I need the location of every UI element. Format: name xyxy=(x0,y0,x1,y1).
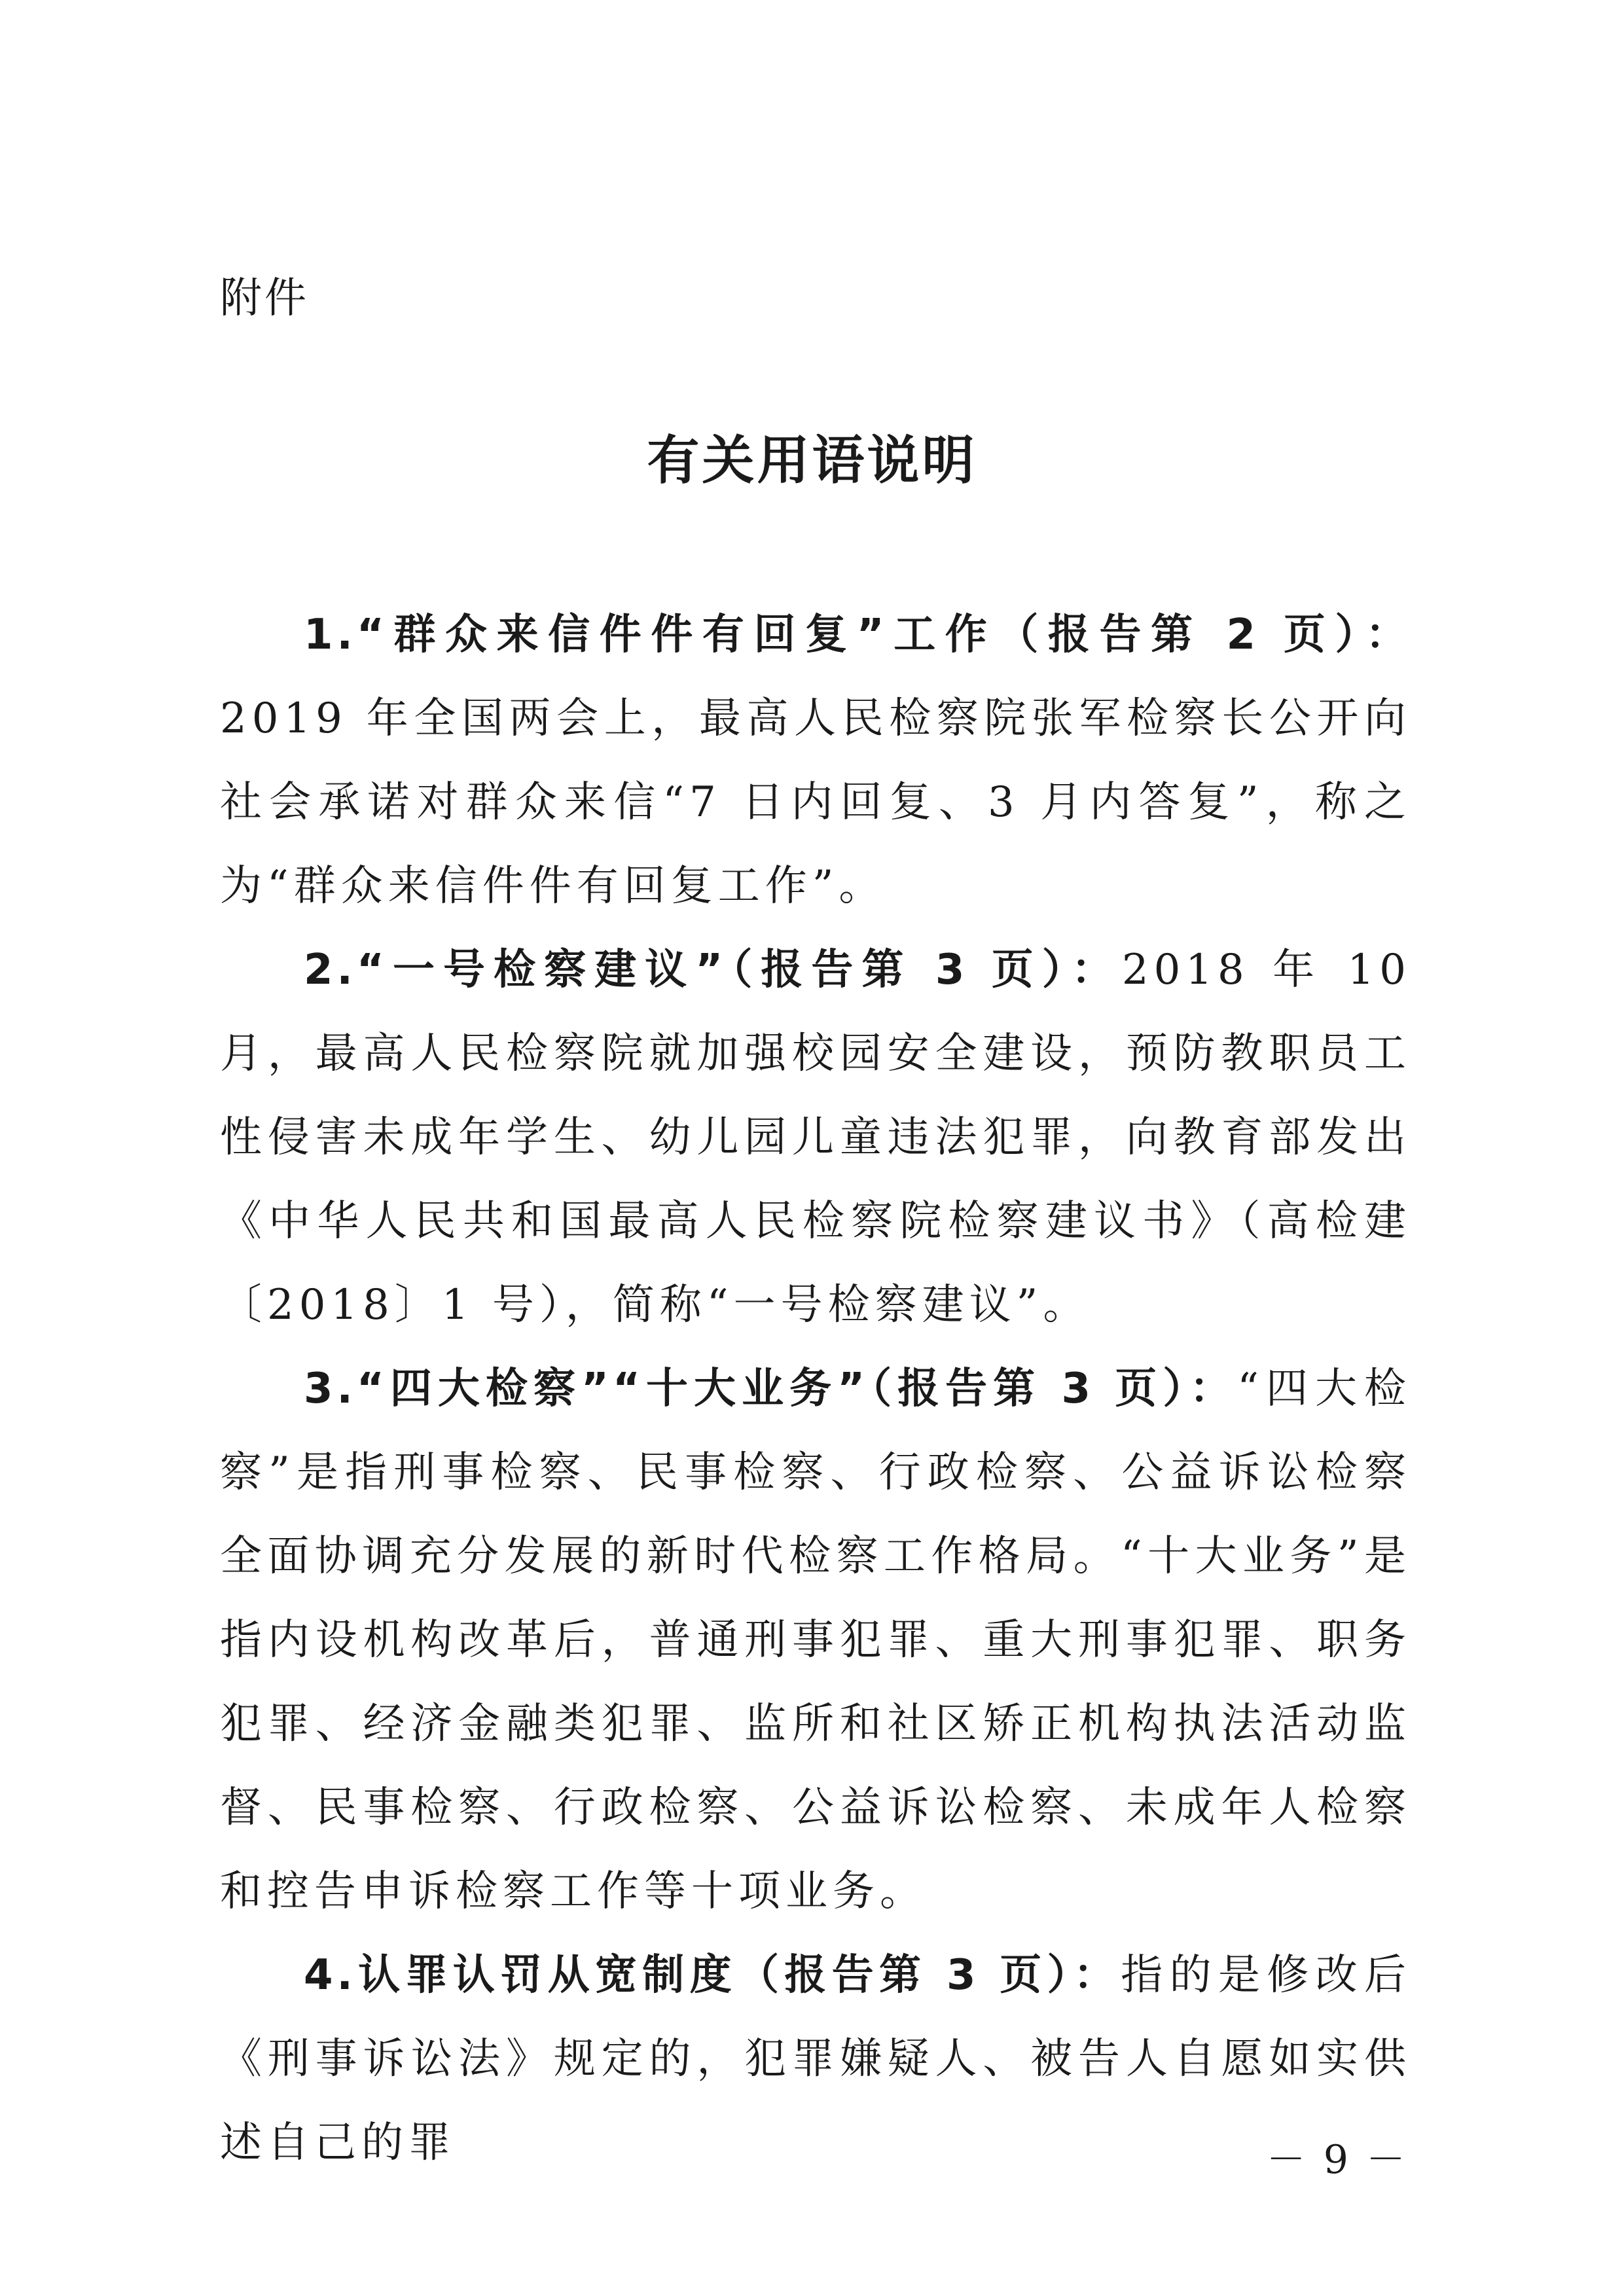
document-body xyxy=(220,593,1411,2185)
term-text: 2018 年 10 月，最高人民检察院就加强校园安全建设，预防教职员工性侵害未成年学生、幼儿园儿童违法犯罪，向教育部发出《中华人民共和国最高人民检察院检察建议书》（高检建〔2018〕1 号），简称“一号检察建议”。 xyxy=(220,946,1411,1329)
term-paragraph-2 xyxy=(220,928,1411,1347)
attachment-label: 附件 xyxy=(220,274,309,323)
term-heading: 1.“群众来信件件有回复”工作（报告第 2 页）： xyxy=(304,611,1411,659)
term-heading: 4.认罪认罚从宽制度（报告第 3 页）： xyxy=(304,1951,1121,2000)
term-text: 2019 年全国两会上，最高人民检察院张军检察长公开向社会承诺对群众来信“7 日内回复、3 月内答复”，称之为“群众来信件件有回复工作”。 xyxy=(220,694,1411,910)
page-number: － 9 － xyxy=(1266,2137,1408,2183)
term-text: “四大检察”是指刑事检察、民事检察、行政检察、公益诉讼检察全面协调充分发展的新时代检察工作格局。“十大业务”是指内设机构改革后，普通刑事犯罪、重大刑事犯罪、职务犯罪、经济金融类犯罪、监所和社区矫正机构执法活动监督、民事检察、行政检察、公益诉讼检察、未成年人检察和控告申诉检察工作等十项业务。 xyxy=(220,1365,1412,1916)
term-text: 指的是修改后《刑事诉讼法》规定的，犯罪嫌疑人、被告人自愿如实供述自己的罪 xyxy=(220,1951,1412,2167)
document-title: 有关用语说明 xyxy=(647,429,977,491)
term-paragraph-3 xyxy=(220,1347,1411,1933)
term-heading: 2.“一号检察建议”（报告第 3 页）： xyxy=(304,946,1122,994)
term-heading: 3.“四大检察”“十大业务”（报告第 3 页）： xyxy=(304,1365,1238,1413)
term-paragraph-1 xyxy=(220,593,1411,928)
